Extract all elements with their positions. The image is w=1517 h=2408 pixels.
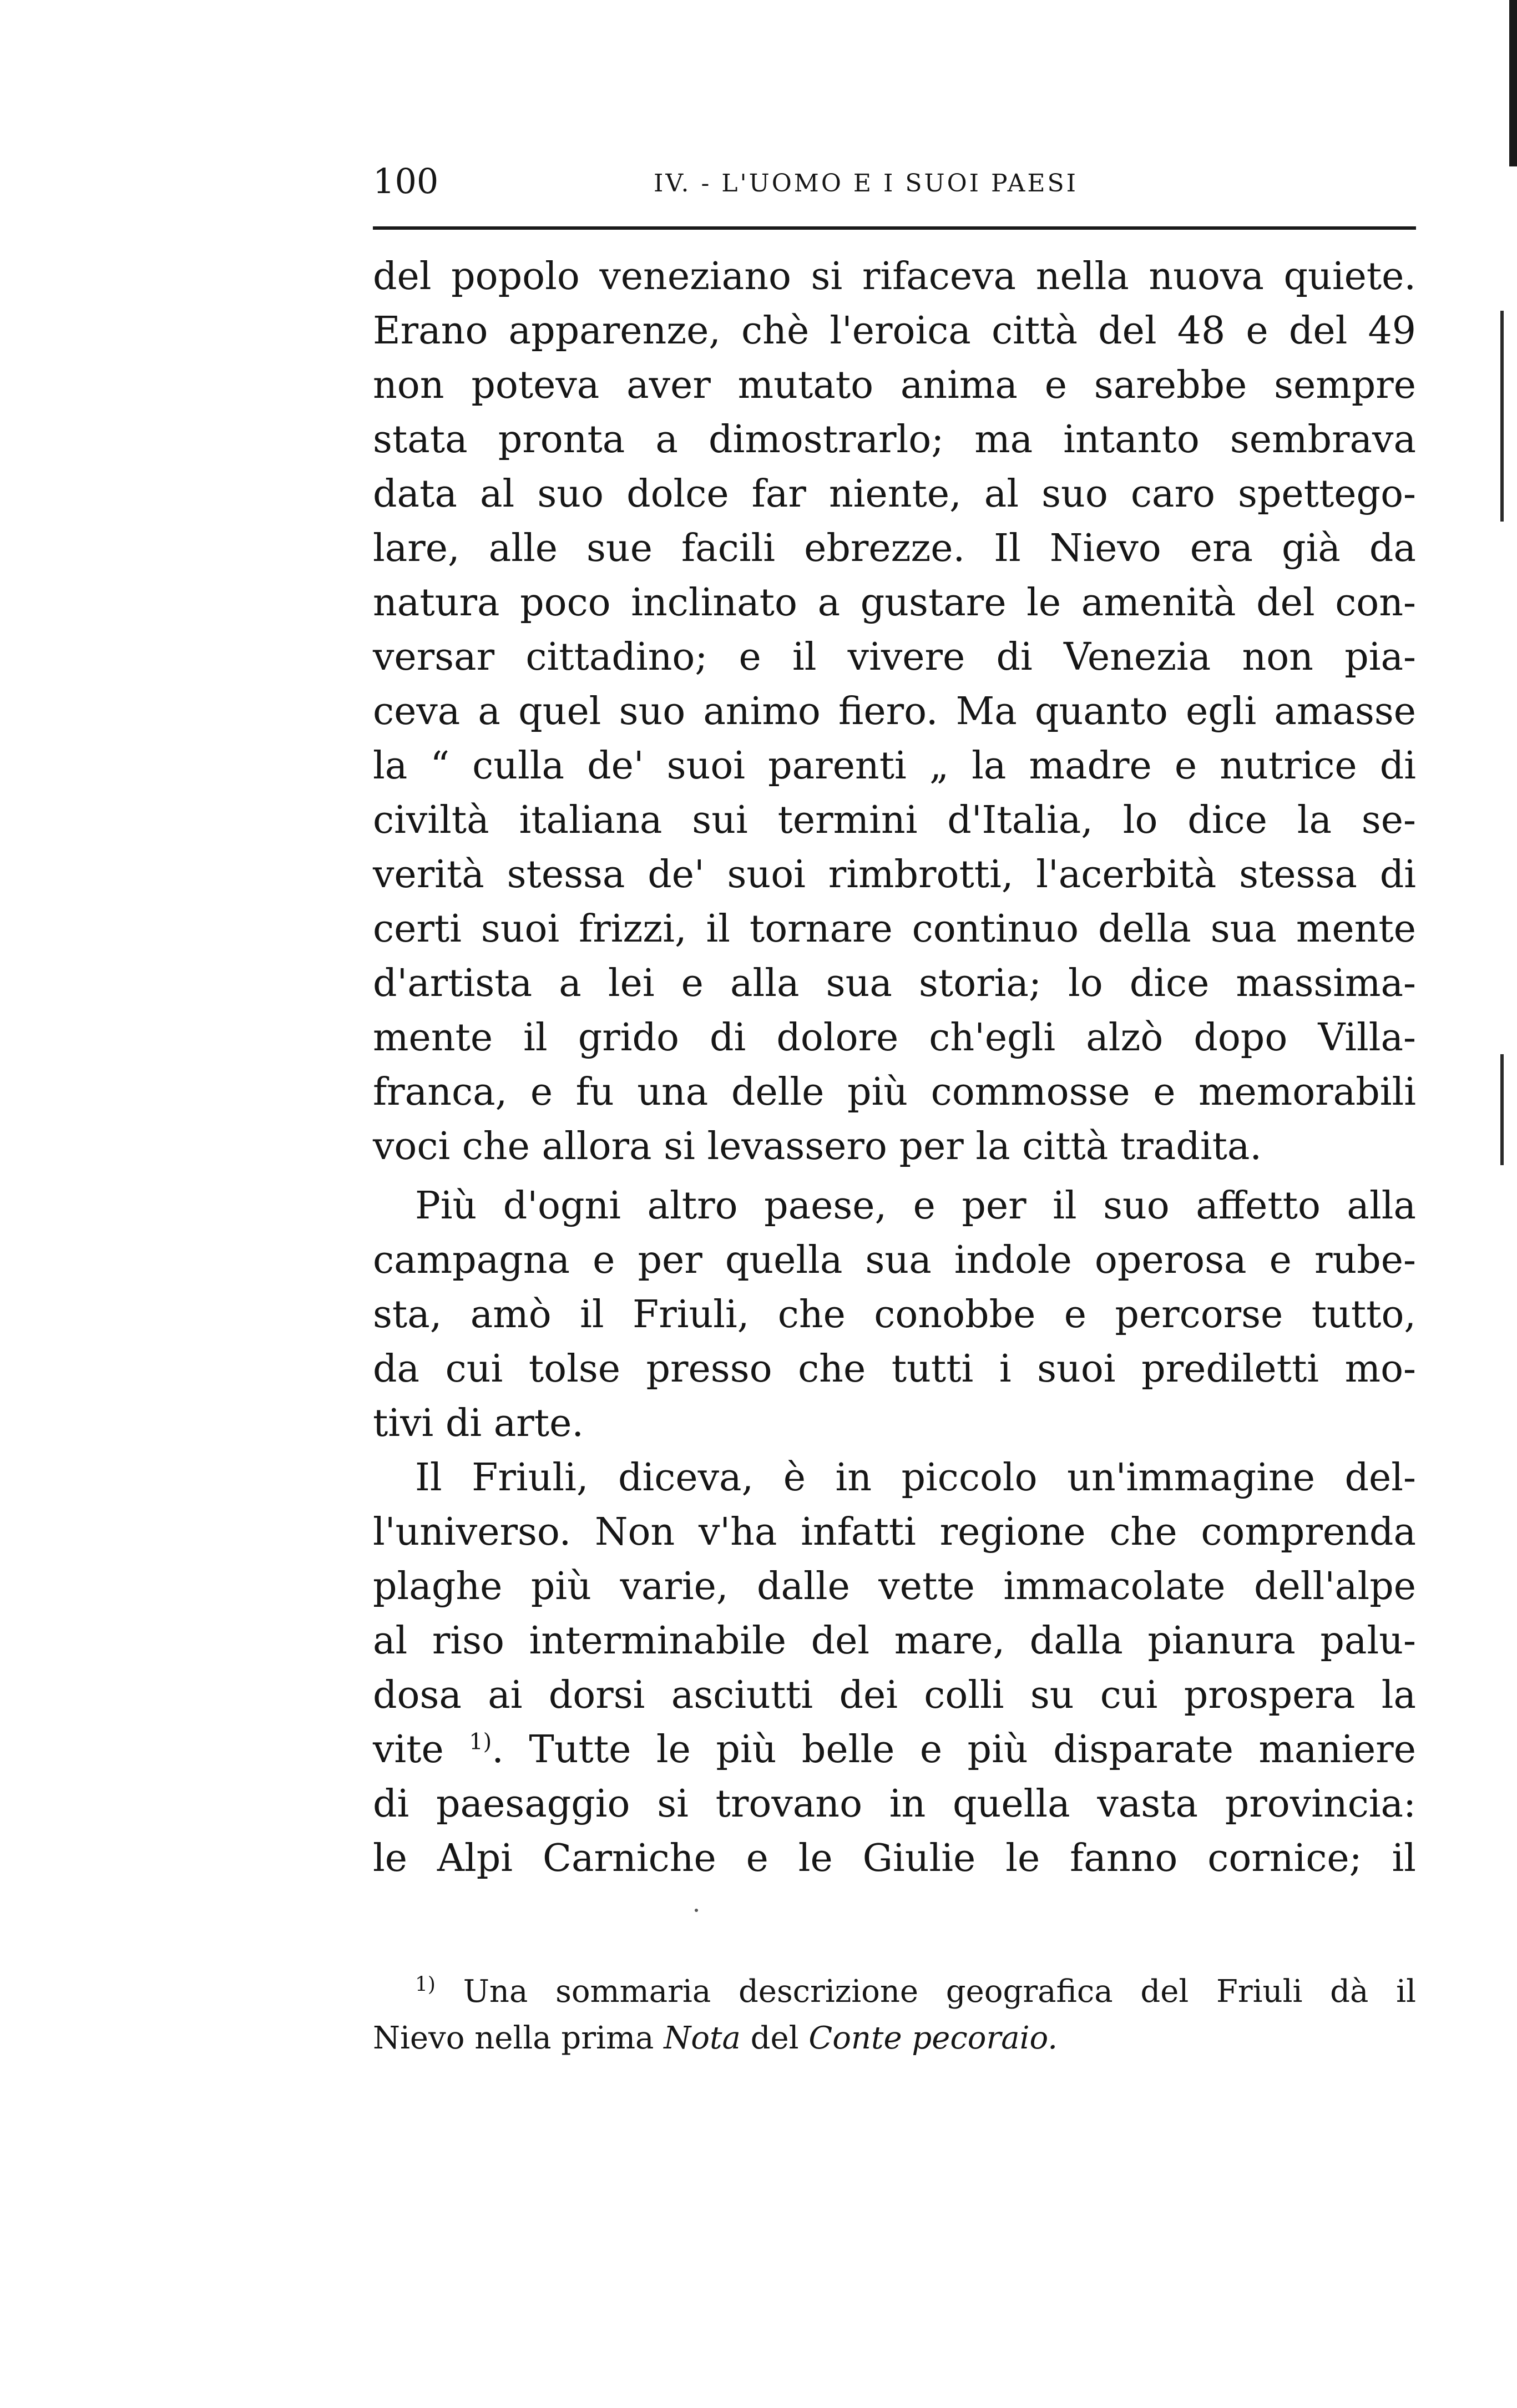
text-line: mente il grido di dolore ch'egli alzò dopo Villa- [373,1016,1416,1060]
italic-title: Nota [664,2020,741,2056]
text-line: civiltà italiana sui termini d'Italia, lo dice la se- [373,798,1416,842]
text-line: al riso interminabile del mare, dalla pianura palu- [373,1619,1416,1663]
text-line: d'artista a lei e alla sua storia; lo dice massima- [373,962,1416,1005]
text-line: campagna e per quella sua indole operosa e rube- [373,1238,1416,1282]
text-fragment: Una sommaria descrizione geografica del Friuli dà il [463,1974,1416,2010]
text-line: da cui tolse presso che tutti i suoi prediletti mo- [373,1347,1416,1391]
text-line-with-footnote-ref [373,1723,1416,1777]
paragraph-1 [373,250,1416,1174]
text-line: di paesaggio si trovano in quella vasta provincia: [373,1782,1416,1826]
text-line: Erano apparenze, chè l'eroica città del 48 e del 49 [373,309,1416,353]
paragraphs-2-3 [373,1179,1416,1886]
footnote-reference: 1) [469,1729,492,1755]
footnote [373,1969,1416,2062]
chapter-title: IV. - L'UOMO E I SUOI PAESI [654,169,1078,198]
header-rule [373,226,1416,230]
text-line: dosa ai dorsi asciutti dei colli su cui prospera la [373,1673,1416,1717]
text-line: del popolo veneziano si rifaceva nella nuova quiete. [373,255,1416,299]
scan-mark [1500,311,1504,522]
text-fragment: vite [373,1728,469,1772]
text-line: Più d'ogni altro paese, e per il suo affetto alla [415,1184,1416,1228]
text-line: lare, alle sue facili ebrezze. Il Nievo era già da [373,527,1416,570]
separator-mark [695,1909,698,1912]
text-line: non poteva aver mutato anima e sarebbe sempre [373,363,1416,407]
page-number: 100 [373,161,439,201]
running-head [373,156,1416,206]
text-line: la “ culla de' suoi parenti „ la madre e nutrice di [373,744,1416,788]
text-line: tivi di arte. [373,1402,584,1445]
footnote-line [373,1969,1416,2015]
text-fragment: . Tutte le più belle e più disparate maniere [492,1728,1416,1772]
text-fragment: del [740,2020,809,2056]
text-line: data al suo dolce far niente, al suo caro spettego- [373,472,1416,516]
text-line: verità stessa de' suoi rimbrotti, l'acerbità stessa di [373,853,1416,897]
text-line: plaghe più varie, dalle vette immacolate dell'alpe [373,1565,1416,1608]
text-line: voci che allora si levassero per la città tradita. [373,1125,1262,1168]
footnote-line [373,2015,1416,2062]
text-line: versar cittadino; e il vivere di Venezia non pia- [373,635,1416,679]
text-line: stata pronta a dimostrarlo; ma intanto sembrava [373,418,1416,462]
italic-title: Conte pecoraio. [808,2020,1058,2056]
text-line: l'universo. Non v'ha infatti regione che comprenda [373,1510,1416,1554]
text-line: sta, amò il Friuli, che conobbe e percorse tutto, [373,1293,1416,1337]
scan-mark [1500,1054,1504,1165]
text-line: le Alpi Carniche e le Giulie le fanno cornice; il [373,1837,1416,1880]
scan-edge-artifact [1509,0,1517,166]
footnote-marker: 1) [415,1973,436,1996]
text-line: certi suoi frizzi, il tornare continuo della sua mente [373,907,1416,951]
text-line: Il Friuli, diceva, è in piccolo un'immagine del- [415,1456,1416,1500]
text-line: ceva a quel suo animo fiero. Ma quanto egli amasse [373,690,1416,733]
text-line: natura poco inclinato a gustare le amenità del con- [373,581,1416,625]
text-fragment: Nievo nella prima [373,2020,664,2056]
text-line: franca, e fu una delle più commosse e memorabili [373,1070,1416,1114]
